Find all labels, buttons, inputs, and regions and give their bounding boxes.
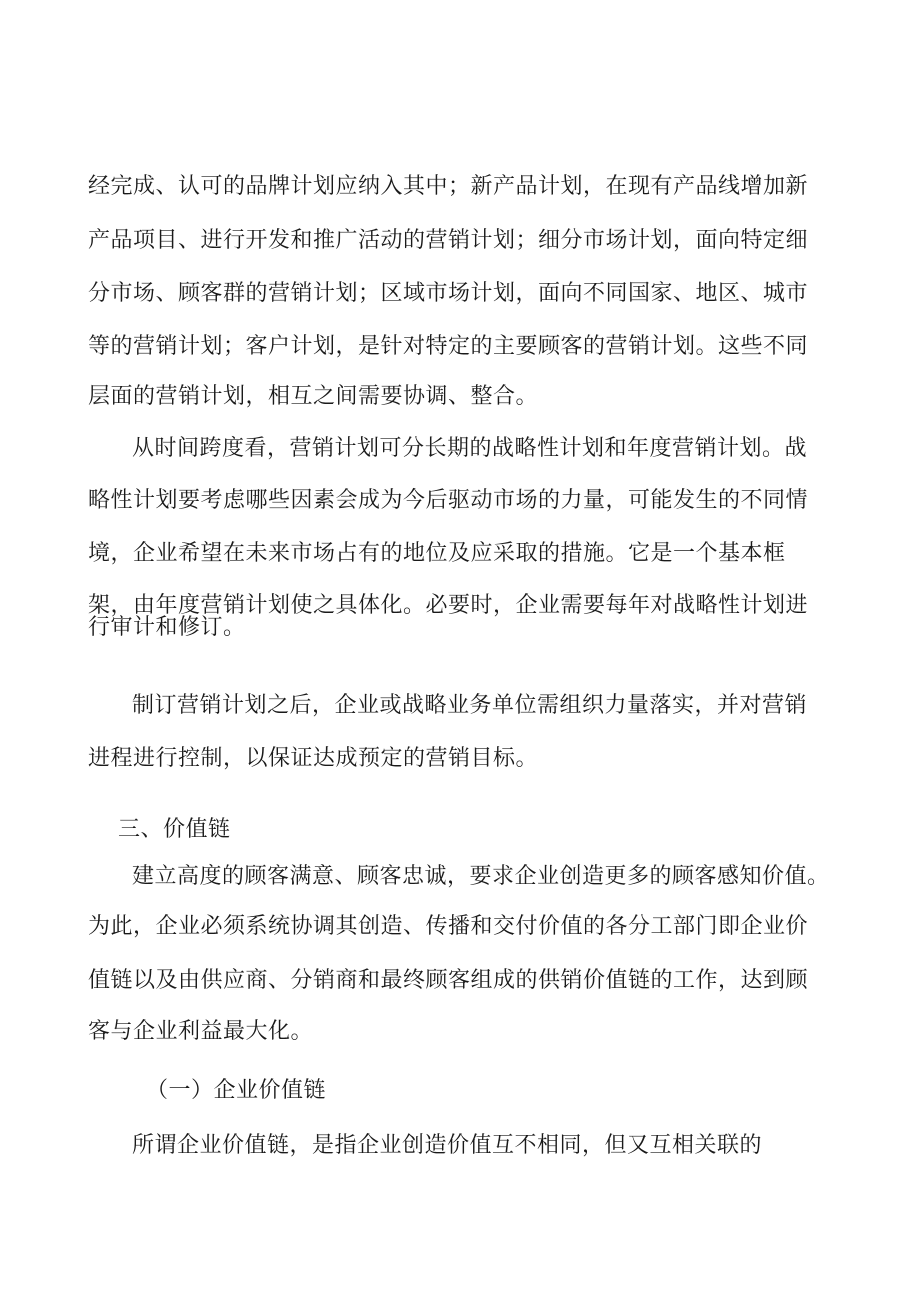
text-line: 行审计和修订。 xyxy=(88,615,246,640)
text-line: 进程进行控制，以保证达成预定的营销目标。 xyxy=(88,746,539,771)
text-line: 建立高度的顾客满意、顾客忠诚，要求企业创造更多的顾客感知价值。 xyxy=(132,864,830,889)
text-line: 分市场、顾客群的营销计划；区域市场计划，面向不同国家、地区、城市 xyxy=(88,281,809,306)
text-line: 制订营销计划之后，企业或战略业务单位需组织力量落实，并对营销 xyxy=(132,693,808,718)
subsection-heading: （一）企业价值链 xyxy=(146,1078,327,1103)
text-line: 层面的营销计划，相互之间需要协调、整合。 xyxy=(88,384,539,409)
text-line: 为此，企业必须系统协调其创造、传播和交付价值的各分工部门即企业价 xyxy=(88,914,809,939)
text-line: 客与企业利益最大化。 xyxy=(88,1019,314,1044)
text-line: 略性计划要考虑哪些因素会成为今后驱动市场的力量，可能发生的不同情 xyxy=(88,488,809,513)
section-heading: 三、价值链 xyxy=(118,817,231,842)
text-line: 经完成、认可的品牌计划应纳入其中；新产品计划，在现有产品线增加新 xyxy=(88,174,809,199)
text-line: 所谓企业价值链，是指企业创造价值互不相同，但又互相关联的 xyxy=(132,1133,763,1158)
text-line: 等的营销计划；客户计划，是针对特定的主要顾客的营销计划。这些不同 xyxy=(88,334,809,359)
text-line: 架，由年度营销计划使之具体化。必要时，企业需要每年对战略性计划进 xyxy=(88,593,809,618)
text-line: 从时间跨度看，营销计划可分长期的战略性计划和年度营销计划。战 xyxy=(132,436,808,461)
text-line: 产品项目、进行开发和推广活动的营销计划；细分市场计划，面向特定细 xyxy=(88,228,809,253)
text-line: 境，企业希望在未来市场占有的地位及应采取的措施。它是一个基本框 xyxy=(88,541,786,566)
text-line: 值链以及由供应商、分销商和最终顾客组成的供销价值链的工作，达到顾 xyxy=(88,968,809,993)
